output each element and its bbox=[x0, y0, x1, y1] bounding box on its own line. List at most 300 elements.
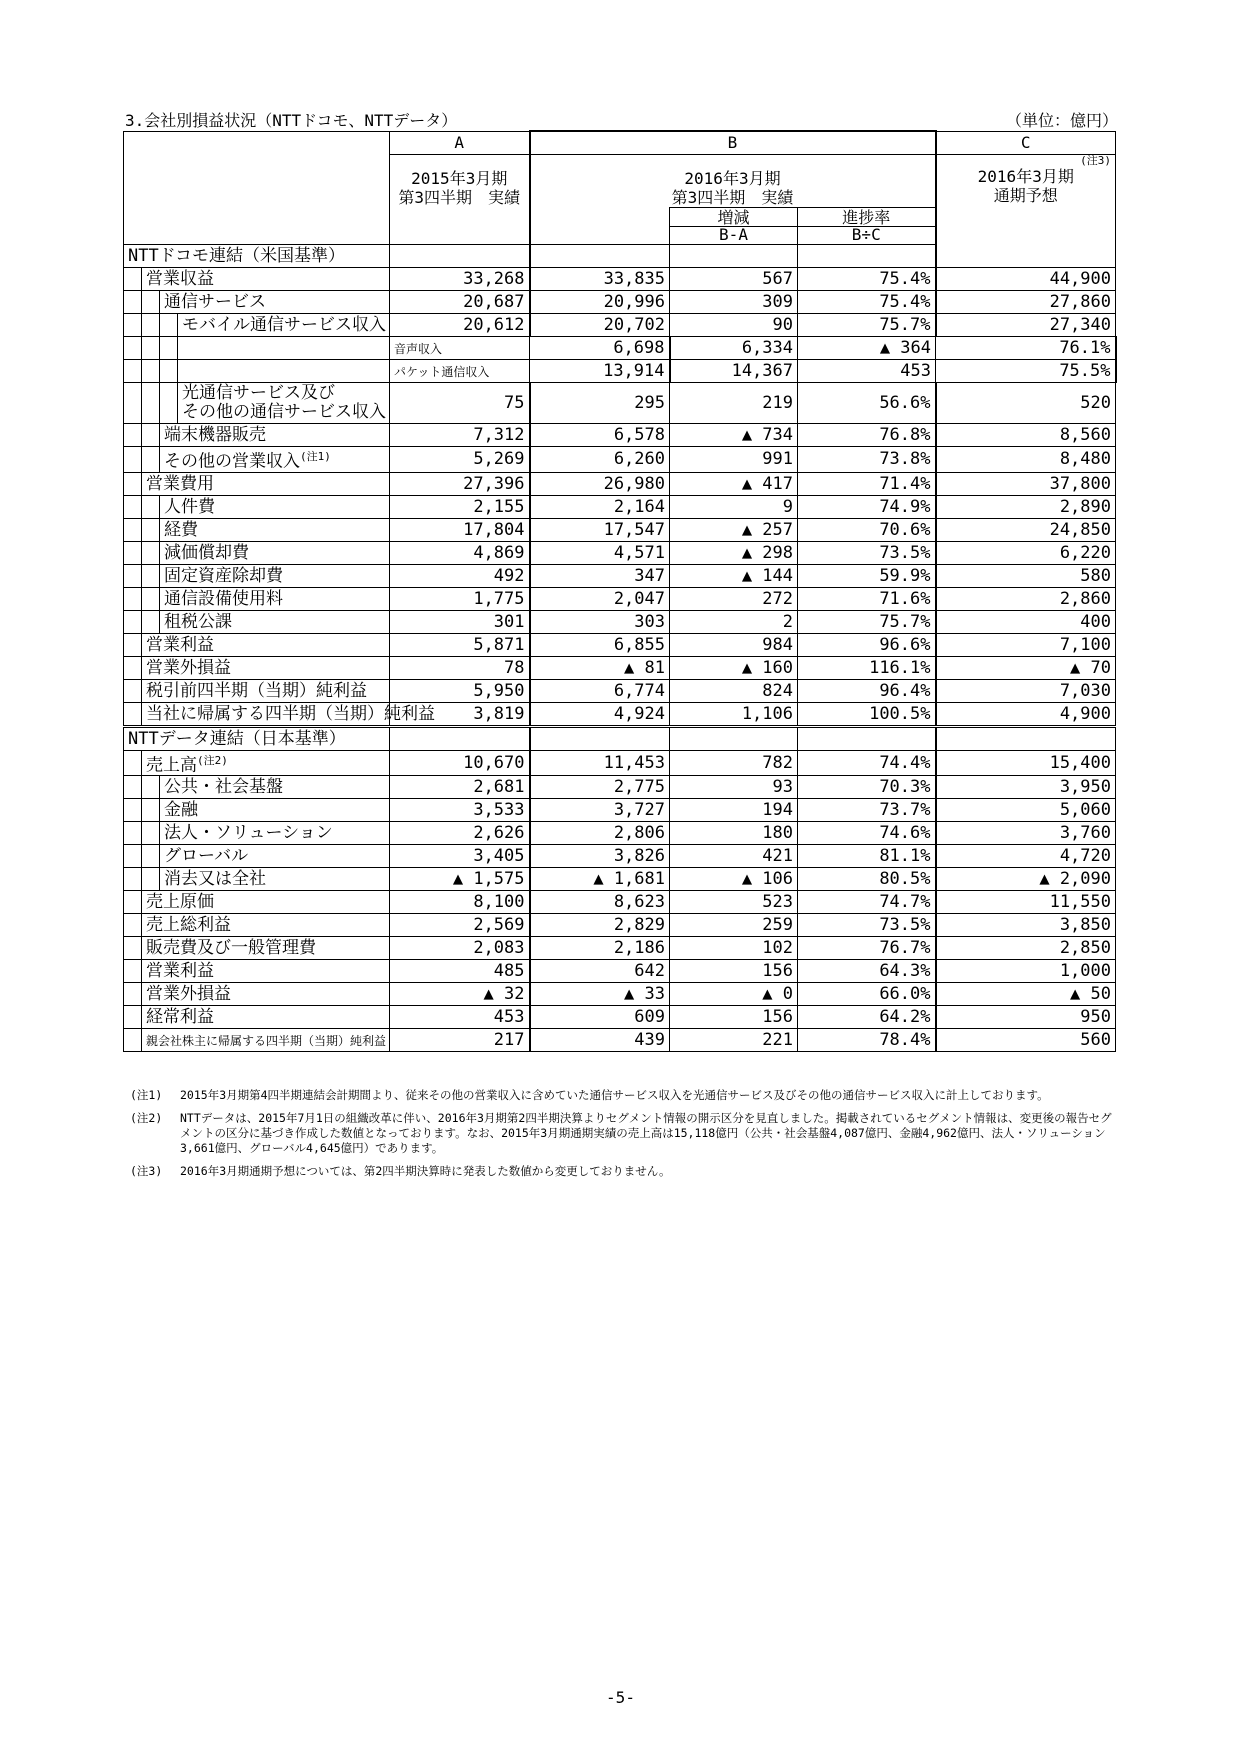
value-cell-d: ▲ 106 bbox=[670, 868, 798, 891]
value-cell-d: 984 bbox=[670, 633, 798, 656]
section-label: NTTデータ連結（日本基準） bbox=[124, 726, 390, 750]
value-cell-r: 76.8% bbox=[798, 424, 936, 447]
row-label-text: 減価償却費 bbox=[164, 542, 249, 563]
value-cell-b: 11,453 bbox=[530, 750, 670, 776]
rate-formula: B÷C bbox=[851, 224, 881, 244]
value-cell-b: 439 bbox=[530, 1029, 670, 1052]
indent-cell bbox=[142, 845, 160, 868]
value-cell-r: 73.8% bbox=[798, 447, 936, 473]
indent-cell bbox=[178, 337, 390, 360]
value-cell-r: 71.4% bbox=[798, 472, 936, 495]
row-label-text: 音声収入 bbox=[394, 341, 443, 356]
empty-cell bbox=[530, 245, 670, 268]
value-cell-a: 453 bbox=[390, 1006, 530, 1029]
row-label bbox=[160, 822, 390, 845]
value-cell-a: 4,869 bbox=[390, 541, 530, 564]
indent-cell bbox=[124, 983, 142, 1006]
indent-cell bbox=[142, 587, 160, 610]
value-cell-c: 950 bbox=[936, 1006, 1116, 1029]
value-cell-a: 5,871 bbox=[390, 633, 530, 656]
value-cell-r: 78.4% bbox=[798, 1029, 936, 1052]
value-cell-a: 3,819 bbox=[390, 702, 530, 726]
indent-cell bbox=[160, 383, 178, 424]
indent-cell bbox=[124, 587, 142, 610]
table-row bbox=[124, 360, 1116, 383]
value-cell-d: ▲ 364 bbox=[798, 337, 936, 360]
value-cell-r: 64.2% bbox=[798, 1006, 936, 1029]
diff-formula: B-A bbox=[719, 224, 748, 244]
value-cell-d: 991 bbox=[670, 447, 798, 473]
col-c-type: 通期予想 bbox=[993, 186, 1058, 205]
table-row bbox=[124, 587, 1116, 610]
row-label bbox=[142, 914, 390, 937]
value-cell-r: 70.6% bbox=[798, 518, 936, 541]
table-row bbox=[124, 291, 1116, 314]
table-row bbox=[124, 868, 1116, 891]
indent-cell bbox=[142, 447, 160, 473]
indent-cell bbox=[142, 518, 160, 541]
row-label bbox=[160, 845, 390, 868]
value-cell-d: ▲ 160 bbox=[670, 656, 798, 679]
value-cell-a: 6,698 bbox=[530, 337, 670, 360]
indent-cell bbox=[142, 383, 160, 424]
row-label bbox=[142, 633, 390, 656]
row-label bbox=[142, 750, 390, 776]
value-cell-r: 75.7% bbox=[798, 314, 936, 337]
value-cell-c: 400 bbox=[936, 610, 1116, 633]
note-text: 2015年3月期第4四半期連結会計期間より、従来その他の営業収入に含めていた通信サービス収入を光通信サービス及びその他の通信サービス収入に計上しております。 bbox=[180, 1088, 1049, 1102]
value-cell-r: 73.5% bbox=[798, 914, 936, 937]
diff-header bbox=[670, 208, 798, 245]
value-cell-b: 3,826 bbox=[530, 845, 670, 868]
table-row bbox=[124, 610, 1116, 633]
value-cell-c: 5,060 bbox=[936, 799, 1116, 822]
indent-cell bbox=[124, 679, 142, 702]
note-text: 2016年3月期通期予想については、第2四半期決算時に発表した数値から変更しておりません。 bbox=[180, 1164, 671, 1178]
col-b-header bbox=[530, 155, 936, 208]
row-label-text: 営業収益 bbox=[146, 269, 214, 289]
row-label-text: パケット通信収入 bbox=[394, 364, 490, 379]
value-cell-a: 2,626 bbox=[390, 822, 530, 845]
value-cell-d: 156 bbox=[670, 960, 798, 983]
value-cell-a: 10,670 bbox=[390, 750, 530, 776]
value-cell-d: ▲ 0 bbox=[670, 983, 798, 1006]
value-cell-d: 421 bbox=[670, 845, 798, 868]
value-cell-b: 2,164 bbox=[530, 495, 670, 518]
col-c-note: (注3) bbox=[1080, 154, 1111, 167]
indent-cell bbox=[160, 314, 178, 337]
value-cell-b: 20,702 bbox=[530, 314, 670, 337]
rate-header bbox=[798, 208, 936, 245]
row-label bbox=[390, 337, 530, 360]
indent-cell bbox=[142, 291, 160, 314]
row-label bbox=[160, 291, 390, 314]
value-cell-a: 78 bbox=[390, 656, 530, 679]
value-cell-d: 221 bbox=[670, 1029, 798, 1052]
empty-cell bbox=[530, 726, 670, 750]
note-item bbox=[130, 1088, 1120, 1103]
value-cell-a: 301 bbox=[390, 610, 530, 633]
value-cell-c: 8,560 bbox=[936, 424, 1116, 447]
value-cell-b: 642 bbox=[530, 960, 670, 983]
table-row bbox=[124, 447, 1116, 473]
value-cell-b: 8,623 bbox=[530, 891, 670, 914]
value-cell-c: 560 bbox=[936, 1029, 1116, 1052]
value-cell-d: 102 bbox=[670, 937, 798, 960]
col-c-header bbox=[936, 155, 1116, 268]
value-cell-b: ▲ 81 bbox=[530, 656, 670, 679]
table-row bbox=[124, 799, 1116, 822]
row-label-text: 売上高 bbox=[146, 755, 197, 776]
value-cell-c: 27,860 bbox=[936, 291, 1116, 314]
indent-cell bbox=[124, 776, 142, 799]
value-cell-r: 74.6% bbox=[798, 822, 936, 845]
row-label bbox=[142, 1029, 390, 1052]
indent-cell bbox=[124, 518, 142, 541]
value-cell-d: 824 bbox=[670, 679, 798, 702]
value-cell-c: ▲ 70 bbox=[936, 656, 1116, 679]
value-cell-b: 4,924 bbox=[530, 702, 670, 726]
value-cell-a: 3,533 bbox=[390, 799, 530, 822]
header-blank bbox=[124, 131, 390, 245]
table-row bbox=[124, 564, 1116, 587]
value-cell-d: ▲ 298 bbox=[670, 541, 798, 564]
value-cell-r: 64.3% bbox=[798, 960, 936, 983]
value-cell-r: 96.6% bbox=[798, 633, 936, 656]
value-cell-a: 27,396 bbox=[390, 472, 530, 495]
indent-cell bbox=[124, 702, 142, 726]
empty-cell bbox=[936, 726, 1116, 750]
indent-cell bbox=[142, 541, 160, 564]
value-cell-a: 217 bbox=[390, 1029, 530, 1052]
table-row bbox=[124, 495, 1116, 518]
value-cell-b: 2,047 bbox=[530, 587, 670, 610]
col-a-type: 第3四半期 実績 bbox=[398, 188, 521, 207]
row-label bbox=[160, 799, 390, 822]
row-label bbox=[160, 447, 390, 473]
indent-cell bbox=[142, 337, 160, 360]
value-cell-c: 4,900 bbox=[936, 702, 1116, 726]
indent-cell bbox=[124, 495, 142, 518]
profit-loss-table bbox=[123, 130, 1116, 1052]
row-label-text: 光通信サービス及び bbox=[182, 383, 335, 403]
value-cell-a: 2,569 bbox=[390, 914, 530, 937]
value-cell-b: 20,996 bbox=[530, 291, 670, 314]
note-text: NTTデータは、2015年7月1日の組織改革に伴い、2016年3月期第2四半期決算よりセグメント情報の開示区分を見直しました。掲載されているセグメント情報は、変更後の報告セグメントの区分に基づき作成した数値となっております。なお、2015年3月期通期実績の売上高は15,118億円（公共・社会基盤4,087億円、金融4,962億円、法人・ソリューション3,661億円、グローバル4,645億円）であります。 bbox=[180, 1111, 1112, 1155]
table-row bbox=[124, 776, 1116, 799]
indent-cell bbox=[142, 822, 160, 845]
indent-cell bbox=[124, 314, 142, 337]
value-cell-r: 116.1% bbox=[798, 656, 936, 679]
indent-cell bbox=[124, 337, 142, 360]
row-label-text: 当社に帰属する四半期（当期）純利益 bbox=[146, 703, 435, 724]
table-row bbox=[124, 656, 1116, 679]
value-cell-b: 6,774 bbox=[530, 679, 670, 702]
indent-cell bbox=[142, 868, 160, 891]
indent-cell bbox=[124, 1029, 142, 1052]
row-label-text: 固定資産除却費 bbox=[164, 565, 283, 586]
value-cell-d: 156 bbox=[670, 1006, 798, 1029]
indent-cell bbox=[124, 383, 142, 424]
value-cell-d: 523 bbox=[670, 891, 798, 914]
row-label bbox=[178, 314, 390, 337]
empty-cell bbox=[798, 245, 936, 268]
value-cell-b: 295 bbox=[530, 383, 670, 424]
row-label-text: 経常利益 bbox=[146, 1007, 214, 1028]
indent-cell bbox=[178, 360, 390, 383]
indent-cell bbox=[142, 424, 160, 447]
value-cell-d: 1,106 bbox=[670, 702, 798, 726]
value-cell-a: 2,083 bbox=[390, 937, 530, 960]
value-cell-b: 2,775 bbox=[530, 776, 670, 799]
value-cell-d: 219 bbox=[670, 383, 798, 424]
indent-cell bbox=[124, 799, 142, 822]
section-title: 3.会社別損益状況（NTTドコモ、NTTデータ） bbox=[125, 111, 458, 130]
indent-cell bbox=[124, 633, 142, 656]
indent-cell bbox=[124, 868, 142, 891]
row-label-text: 売上原価 bbox=[146, 892, 214, 913]
value-cell-a: 485 bbox=[390, 960, 530, 983]
value-cell-a: 2,155 bbox=[390, 495, 530, 518]
note-item bbox=[130, 1164, 1120, 1179]
value-cell-d: ▲ 257 bbox=[670, 518, 798, 541]
value-cell-b: 303 bbox=[530, 610, 670, 633]
table-row bbox=[124, 337, 1116, 360]
value-cell-d: ▲ 144 bbox=[670, 564, 798, 587]
row-label bbox=[142, 960, 390, 983]
empty-cell bbox=[670, 726, 798, 750]
value-cell-r: 80.5% bbox=[798, 868, 936, 891]
value-cell-r: 96.4% bbox=[798, 679, 936, 702]
value-cell-r: 56.6% bbox=[798, 383, 936, 424]
value-cell-b: 609 bbox=[530, 1006, 670, 1029]
value-cell-c: 37,800 bbox=[936, 472, 1116, 495]
row-label bbox=[142, 702, 435, 726]
value-cell-b: 2,806 bbox=[530, 822, 670, 845]
table-row bbox=[124, 702, 1116, 726]
row-label bbox=[142, 656, 390, 679]
col-b-period: 2016年3月期 bbox=[684, 169, 781, 188]
value-cell-d: 90 bbox=[670, 314, 798, 337]
indent-cell bbox=[124, 291, 142, 314]
indent-cell bbox=[124, 564, 142, 587]
row-label bbox=[160, 610, 390, 633]
indent-cell bbox=[124, 937, 142, 960]
value-cell-a: 8,100 bbox=[390, 891, 530, 914]
table-row bbox=[124, 914, 1116, 937]
value-cell-r: 75.7% bbox=[798, 610, 936, 633]
value-cell-c: ▲ 2,090 bbox=[936, 868, 1116, 891]
indent-cell bbox=[142, 776, 160, 799]
value-cell-d: 453 bbox=[798, 360, 936, 383]
value-cell-r: 76.7% bbox=[798, 937, 936, 960]
indent-cell bbox=[142, 314, 160, 337]
note-item bbox=[130, 1111, 1120, 1156]
indent-cell bbox=[124, 424, 142, 447]
value-cell-a: 3,405 bbox=[390, 845, 530, 868]
indent-cell bbox=[142, 610, 160, 633]
unit-label: （単位：億円） bbox=[1006, 111, 1119, 130]
table-row bbox=[124, 891, 1116, 914]
value-cell-b: 2,186 bbox=[530, 937, 670, 960]
value-cell-c: ▲ 50 bbox=[936, 983, 1116, 1006]
value-cell-a: 33,268 bbox=[390, 268, 530, 291]
row-label bbox=[142, 983, 390, 1006]
value-cell-b: 33,835 bbox=[530, 268, 670, 291]
value-cell-c: 520 bbox=[936, 383, 1116, 424]
row-label-text: 租税公課 bbox=[164, 611, 232, 632]
row-label bbox=[142, 937, 390, 960]
table-row bbox=[124, 383, 1116, 424]
row-label-text: モバイル通信サービス収入 bbox=[182, 315, 386, 335]
row-label-text-2: その他の通信サービス収入 bbox=[182, 402, 386, 422]
value-cell-a: 20,687 bbox=[390, 291, 530, 314]
table-row bbox=[124, 424, 1116, 447]
value-cell-a: 13,914 bbox=[530, 360, 670, 383]
value-cell-r: 75.4% bbox=[798, 268, 936, 291]
value-cell-c: 1,000 bbox=[936, 960, 1116, 983]
row-label-text: 販売費及び一般管理費 bbox=[146, 938, 316, 959]
value-cell-r: 70.3% bbox=[798, 776, 936, 799]
row-label bbox=[160, 518, 390, 541]
row-label bbox=[160, 776, 390, 799]
value-cell-c: 2,890 bbox=[936, 495, 1116, 518]
indent-cell bbox=[124, 472, 142, 495]
row-label bbox=[142, 472, 390, 495]
value-cell-a: 5,950 bbox=[390, 679, 530, 702]
indent-cell bbox=[142, 564, 160, 587]
value-cell-d: ▲ 417 bbox=[670, 472, 798, 495]
value-cell-a: 492 bbox=[390, 564, 530, 587]
note-label: (注3) bbox=[130, 1164, 163, 1178]
value-cell-c: 4,720 bbox=[936, 845, 1116, 868]
value-cell-b: 2,829 bbox=[530, 914, 670, 937]
row-label-text: その他の営業収入 bbox=[164, 451, 300, 472]
row-label-text: 税引前四半期（当期）純利益 bbox=[146, 680, 367, 701]
row-label-text: 人件費 bbox=[164, 496, 215, 517]
value-cell-d: ▲ 734 bbox=[670, 424, 798, 447]
table-row bbox=[124, 750, 1116, 776]
value-cell-c: 44,900 bbox=[936, 268, 1116, 291]
value-cell-c: 7,100 bbox=[936, 633, 1116, 656]
value-cell-r: 71.6% bbox=[798, 587, 936, 610]
row-label-text: 経費 bbox=[164, 519, 198, 540]
section-label: NTTドコモ連結（米国基準） bbox=[124, 245, 390, 268]
value-cell-a: 1,775 bbox=[390, 587, 530, 610]
table-row bbox=[124, 845, 1116, 868]
value-cell-a: ▲ 32 bbox=[390, 983, 530, 1006]
value-cell-d: 93 bbox=[670, 776, 798, 799]
indent-cell bbox=[124, 268, 142, 291]
table-row bbox=[124, 960, 1116, 983]
empty-cell bbox=[798, 726, 936, 750]
value-cell-d: 567 bbox=[670, 268, 798, 291]
row-label-text: 営業費用 bbox=[146, 473, 214, 494]
value-cell-r: 74.4% bbox=[798, 750, 936, 776]
value-cell-b: 6,578 bbox=[530, 424, 670, 447]
value-cell-c: 3,950 bbox=[936, 776, 1116, 799]
row-label-text: 法人・ソリューション bbox=[164, 823, 333, 844]
indent-cell bbox=[124, 610, 142, 633]
row-label-text: 営業利益 bbox=[146, 961, 214, 982]
value-cell-a: 2,681 bbox=[390, 776, 530, 799]
indent-cell bbox=[124, 891, 142, 914]
row-label bbox=[142, 891, 390, 914]
value-cell-b: 6,334 bbox=[670, 337, 798, 360]
note-label: (注1) bbox=[130, 1088, 163, 1102]
col-a-period: 2015年3月期 bbox=[411, 169, 508, 188]
section-header-row bbox=[124, 726, 1116, 750]
row-label bbox=[142, 679, 390, 702]
value-cell-b: 6,855 bbox=[530, 633, 670, 656]
value-cell-r: 76.1% bbox=[936, 337, 1116, 360]
value-cell-a: 7,312 bbox=[390, 424, 530, 447]
table-row bbox=[124, 518, 1116, 541]
table-row bbox=[124, 268, 1116, 291]
value-cell-r: 75.5% bbox=[936, 360, 1116, 383]
table-row bbox=[124, 541, 1116, 564]
value-cell-r: 73.5% bbox=[798, 541, 936, 564]
footnote-ref: (注1) bbox=[300, 450, 331, 463]
indent-cell bbox=[124, 960, 142, 983]
indent-cell bbox=[142, 799, 160, 822]
value-cell-c: 2,860 bbox=[936, 587, 1116, 610]
value-cell-a: ▲ 1,575 bbox=[390, 868, 530, 891]
row-label-text: 営業利益 bbox=[146, 634, 214, 655]
row-label bbox=[160, 587, 390, 610]
value-cell-b: 347 bbox=[530, 564, 670, 587]
table-row bbox=[124, 633, 1116, 656]
table-row bbox=[124, 472, 1116, 495]
value-cell-c: 3,850 bbox=[936, 914, 1116, 937]
value-cell-b: 6,260 bbox=[530, 447, 670, 473]
empty-cell bbox=[390, 726, 530, 750]
indent-cell bbox=[124, 914, 142, 937]
value-cell-c: 27,340 bbox=[936, 314, 1116, 337]
table-row bbox=[124, 1029, 1116, 1052]
value-cell-a: 20,612 bbox=[390, 314, 530, 337]
indent-cell bbox=[124, 845, 142, 868]
value-cell-a: 75 bbox=[390, 383, 530, 424]
row-label-text: 通信設備使用料 bbox=[164, 588, 283, 609]
value-cell-r: 59.9% bbox=[798, 564, 936, 587]
value-cell-a: 5,269 bbox=[390, 447, 530, 473]
empty-cell bbox=[390, 245, 530, 268]
value-cell-d: 272 bbox=[670, 587, 798, 610]
value-cell-c: 3,760 bbox=[936, 822, 1116, 845]
footnote-ref: (注2) bbox=[197, 753, 228, 767]
indent-cell bbox=[142, 495, 160, 518]
row-label-text: 営業外損益 bbox=[146, 984, 231, 1005]
row-label bbox=[160, 424, 390, 447]
value-cell-a: 17,804 bbox=[390, 518, 530, 541]
table-row bbox=[124, 1006, 1116, 1029]
value-cell-d: 259 bbox=[670, 914, 798, 937]
page-number: -5- bbox=[606, 1688, 635, 1707]
value-cell-r: 100.5% bbox=[798, 702, 936, 726]
row-label bbox=[160, 564, 390, 587]
col-b-letter: B bbox=[530, 131, 936, 155]
row-label bbox=[142, 1006, 390, 1029]
indent-cell bbox=[124, 447, 142, 473]
value-cell-c: 15,400 bbox=[936, 750, 1116, 776]
value-cell-r: 74.9% bbox=[798, 495, 936, 518]
value-cell-d: 309 bbox=[670, 291, 798, 314]
value-cell-c: 6,220 bbox=[936, 541, 1116, 564]
value-cell-b: 26,980 bbox=[530, 472, 670, 495]
row-label bbox=[178, 383, 390, 424]
row-label-text: 親会社株主に帰属する四半期（当期）純利益 bbox=[146, 1033, 387, 1048]
